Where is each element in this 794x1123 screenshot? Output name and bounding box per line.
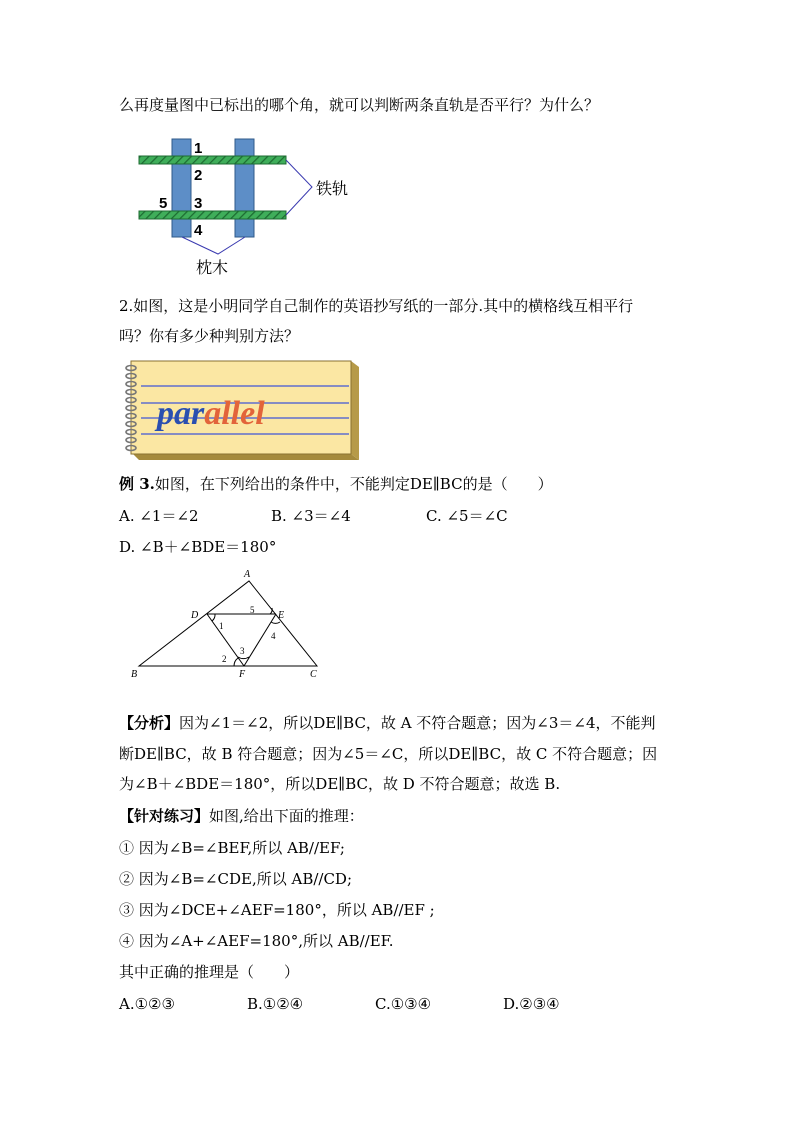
practice-question: 其中正确的推理是（ ） bbox=[119, 963, 300, 981]
angle-label-4: 4 bbox=[194, 222, 203, 239]
practice-intro-text: 如图,给出下面的推理： bbox=[209, 807, 364, 825]
parallel-word bbox=[154, 395, 265, 432]
angle-label-2: 2 bbox=[194, 167, 203, 184]
point-f: F bbox=[239, 669, 246, 680]
example3-option-d: D. ∠B＋∠BDE＝180° bbox=[119, 538, 277, 556]
example3-text: 如图，在下列给出的条件中，不能判定DE∥BC的是（ ） bbox=[154, 475, 553, 493]
rail-label: 铁轨 bbox=[316, 179, 349, 198]
angle-1: 1 bbox=[219, 621, 224, 631]
angle-3: 3 bbox=[240, 646, 245, 656]
parallel-word-part2: allel bbox=[204, 395, 265, 432]
q1-text: 么再度量图中已标出的哪个角，就可以判断两条直轨是否平行？为什么？ bbox=[119, 96, 600, 114]
practice-option-a: A.①②③ bbox=[119, 995, 175, 1013]
angle-label-5: 5 bbox=[159, 195, 168, 212]
sleeper-label: 枕木 bbox=[196, 258, 229, 277]
analysis-line2: 断DE∥BC，故 B 符合题意；因为∠5＝∠C，所以DE∥BC，故 C 不符合题意；因 bbox=[119, 745, 658, 763]
rail-bracket bbox=[286, 160, 312, 215]
example3-option-a: A. ∠1＝∠2 bbox=[119, 507, 199, 525]
practice-options-row bbox=[119, 994, 560, 1014]
angle-2: 2 bbox=[222, 654, 227, 664]
analysis-line3: 为∠B＋∠BDE＝180°，所以DE∥BC，故 D 不符合题意；故选 B. bbox=[119, 775, 561, 793]
example3-option-c: C. ∠5＝∠C bbox=[426, 507, 508, 525]
triangle-abc bbox=[139, 581, 317, 666]
practice-tag: 【针对练习】 bbox=[119, 807, 210, 825]
angle-label-1: 1 bbox=[194, 140, 203, 157]
practice-item-3: ③ 因为∠DCE+∠AEF=180°，所以 AB//EF ; bbox=[119, 901, 435, 919]
practice-item-4: ④ 因为∠A+∠AEF=180°,所以 AB//EF. bbox=[119, 932, 394, 950]
point-b: B bbox=[131, 669, 138, 680]
notebook-figure bbox=[119, 358, 364, 460]
rail-figure bbox=[130, 132, 370, 282]
analysis-line1 bbox=[119, 713, 656, 733]
sleeper-right bbox=[235, 139, 254, 237]
sleeper-bracket bbox=[182, 237, 245, 254]
parallel-word-part1: par bbox=[157, 395, 205, 432]
practice-option-d: D.②③④ bbox=[503, 995, 560, 1013]
point-c: C bbox=[310, 669, 317, 680]
angle-4: 4 bbox=[271, 631, 276, 641]
rail-top bbox=[139, 156, 286, 164]
analysis-tag: 【分析】 bbox=[119, 714, 180, 732]
q2-line2: 吗？你有多少种判别方法？ bbox=[119, 327, 300, 345]
practice-option-c: C.①③④ bbox=[375, 995, 432, 1013]
example3-question bbox=[119, 474, 553, 494]
sleeper-left bbox=[172, 139, 191, 237]
example3-label: 例 3. bbox=[119, 475, 155, 493]
practice-intro bbox=[119, 806, 364, 826]
example3-options-row bbox=[119, 506, 508, 526]
rail-bottom bbox=[139, 211, 286, 219]
q2-line1: 2.如图，这是小明同学自己制作的英语抄写纸的一部分.其中的横格线互相平行 bbox=[119, 297, 634, 315]
point-d: D bbox=[191, 610, 199, 621]
point-a: A bbox=[244, 569, 251, 580]
angle-5: 5 bbox=[250, 605, 255, 615]
example3-option-b: B. ∠3＝∠4 bbox=[271, 507, 351, 525]
triangle-figure bbox=[125, 565, 335, 683]
analysis-text-1: 因为∠1＝∠2，所以DE∥BC，故 A 不符合题意；因为∠3＝∠4，不能判 bbox=[179, 714, 656, 732]
practice-option-b: B.①②④ bbox=[247, 995, 304, 1013]
practice-item-1: ① 因为∠B=∠BEF,所以 AB//EF; bbox=[119, 839, 345, 857]
point-e: E bbox=[278, 610, 285, 621]
angle-label-3: 3 bbox=[194, 195, 203, 212]
practice-item-2: ② 因为∠B=∠CDE,所以 AB//CD; bbox=[119, 870, 353, 888]
